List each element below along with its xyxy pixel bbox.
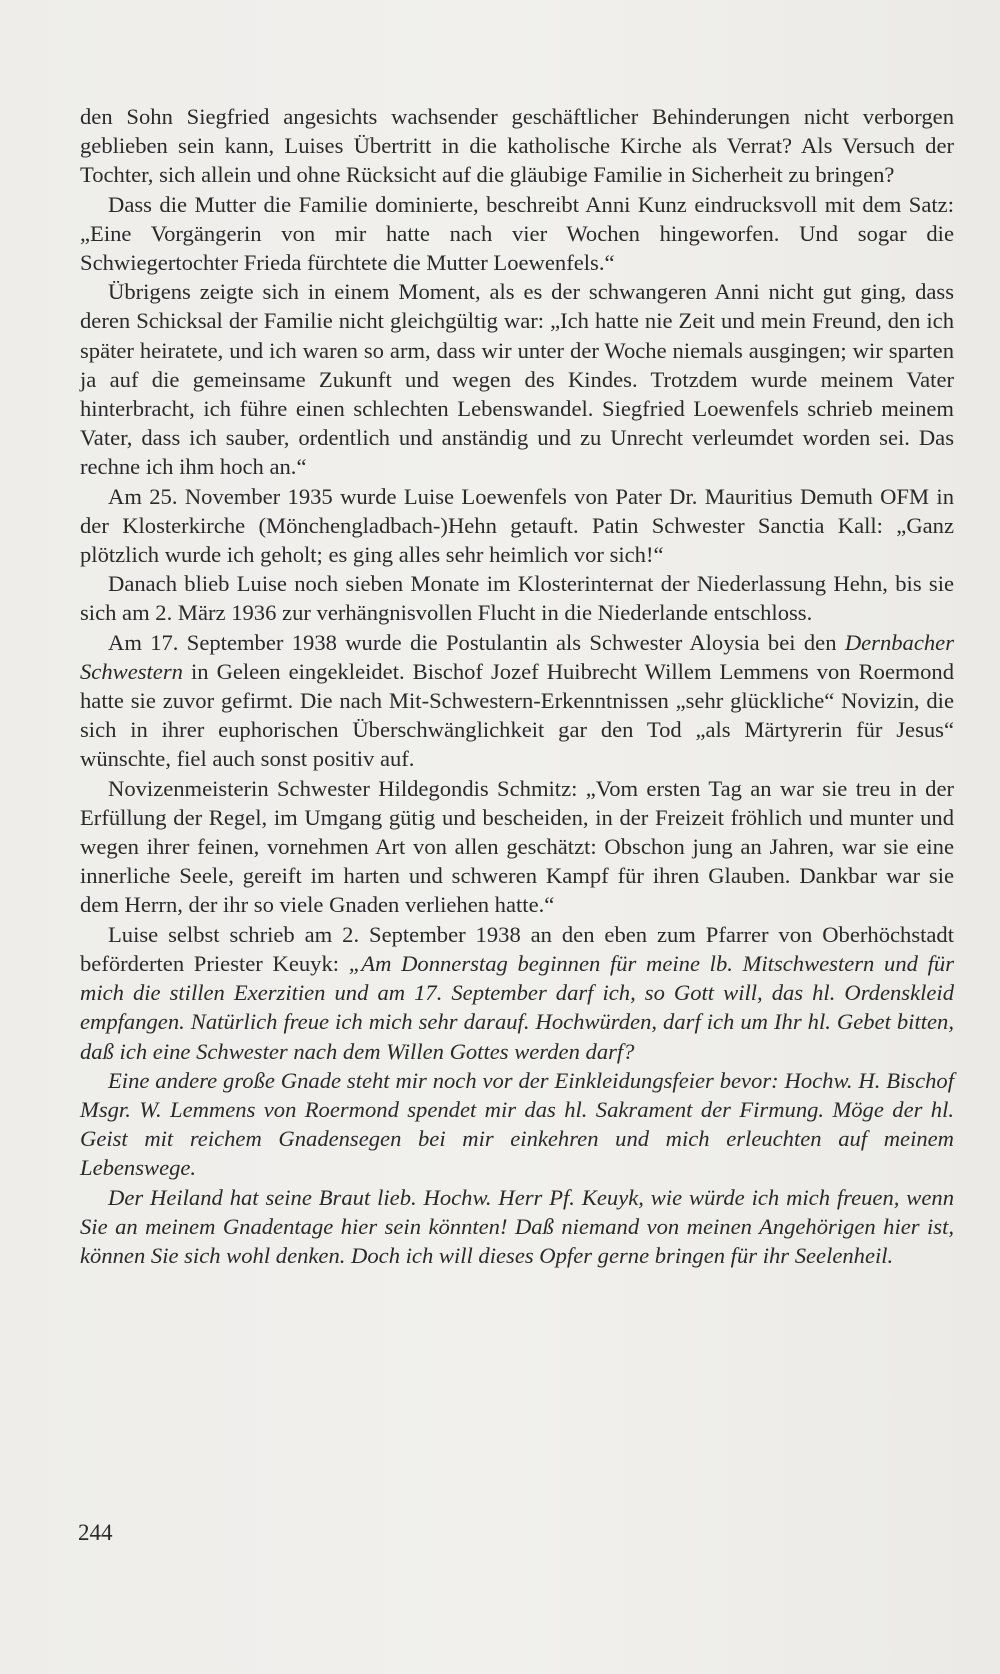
paragraph-8-start: Luise selbst schrieb am 2. September 1938 an den eben zum Pfarrer von Oberhöchstadt beförderten Priester Keuyk: — [80, 921, 954, 976]
paragraph-2: Dass die Mutter die Familie dominierte, beschreibt Anni Kunz eindrucksvoll mit dem Satz: „Eine Vorgängerin von mir hatte nach vier Wochen hingeworfen. Und sogar die Schwiegertochter Frieda fürchtete die Mutter Loewenfels.“ — [80, 191, 954, 276]
paragraph-3: Übrigens zeigte sich in einem Moment, als es der schwangeren Anni nicht gut ging, dass deren Schicksal der Familie nicht gleichgültig war: „Ich hatte nie Zeit und mein Freund, den ich später heiratete, und ich waren so arm, dass wir unter der Woche niemals ausgingen; wir sparten ja auf die gemeinsame Zukunft und wegen des Kindes. Trotzdem wurde meinem Vater hinterbracht, ich führe einen schlechten Lebenswandel. Siegfried Loewenfels schrieb meinem Vater, dass ich sauber, ordentlich und anständig und zu Unrecht verleumdet worden sei. Das rechne ich ihm hoch an.“ — [80, 279, 954, 480]
paragraph-7: Novizenmeisterin Schwester Hildegondis Schmitz: „Vom ersten Tag an war sie treu in der Erfüllung der Regel, im Umgang gütig und bescheiden, in der Freizeit fröhlich und munter und wegen ihrer feinen, vornehmen Art von allen geschätzt: Obschon jung an Jahren, war sie eine innerliche Seele, gereift im harten und schweren Kampf für ihren Glauben. Dankbar war sie dem Herrn, der ihr so viele Gnaden verliehen hatte.“ — [80, 775, 954, 918]
paragraph-6-end: in Geleen eingekleidet. Bischof Jozef Huibrecht Willem Lemmens von Roermond hatte sie zuvor gefirmt. Die nach Mit-Schwestern-Erkenntnissen „sehr glückliche“ Novizin, die sich in ihrer euphorischen Überschwänglichkeit gar den Tod „als Märtyrerin für Jesus“ wünschte, fiel auch sonst positiv auf. — [80, 658, 954, 772]
body-text — [80, 102, 954, 1270]
paragraph-9: Eine andere große Gnade steht mir noch vor der Einkleidungsfeier bevor: Hochw. H. Bischof Msgr. W. Lemmens von Roermond spendet mir das hl. Sakrament der Firmung. Möge der hl. Geist mit reichem Gnadensegen bei mir einkehren und mich erleuchten auf meinem Lebenswege. — [80, 1067, 954, 1181]
paragraph-5: Danach blieb Luise noch sieben Monate im Klosterinternat der Niederlassung Hehn, bis sie sich am 2. März 1936 zur verhängnisvollen Flucht in die Niederlande entschloss. — [80, 571, 954, 626]
page-number: 244 — [78, 1520, 113, 1545]
paragraph-8 — [80, 920, 954, 1066]
paragraph-6-emphasis: Dernbacher Schwestern — [80, 629, 954, 684]
paragraph-1: den Sohn Siegfried angesichts wachsender geschäftlicher Behinderungen nicht verborgen geblieben sein kann, Luises Übertritt in die katholische Kirche als Verrat? Als Versuch der Tochter, sich allein und ohne Rücksicht auf die gläubige Familie in Sicherheit zu bringen? — [80, 104, 954, 188]
paragraph-4: Am 25. November 1935 wurde Luise Loewenfels von Pater Dr. Mauritius Demuth OFM in der Klosterkirche (Mönchengladbach-)Hehn getauft. Patin Schwester Sanctia Kall: „Ganz plötzlich wurde ich geholt; es ging alles sehr heimlich vor sich!“ — [80, 483, 954, 568]
paragraph-6-start: Am 17. September 1938 wurde die Postulantin als Schwester Aloysia bei den — [108, 629, 845, 655]
paragraph-10: Der Heiland hat seine Braut lieb. Hochw. Herr Pf. Keuyk, wie würde ich mich freuen, wenn Sie an meinem Gnadentage hier sein könnten! Daß niemand von meinen Angehörigen hier ist, können Sie sich wohl denken. Doch ich will dieses Opfer gerne bringen für ihr Seelenheil. — [80, 1184, 954, 1268]
paragraph-6 — [80, 628, 954, 774]
paragraph-8-quote: „Am Donnerstag beginnen für meine lb. Mitschwestern und für mich die stillen Exerzitien und am 17. September darf ich, so Gott will, das hl. Ordenskleid empfangen. Natürlich freue ich mich sehr darauf. Hochwürden, darf ich um Ihr hl. Gebet bitten, daß ich eine Schwester nach dem Willen Gottes werden darf? — [80, 950, 954, 1064]
